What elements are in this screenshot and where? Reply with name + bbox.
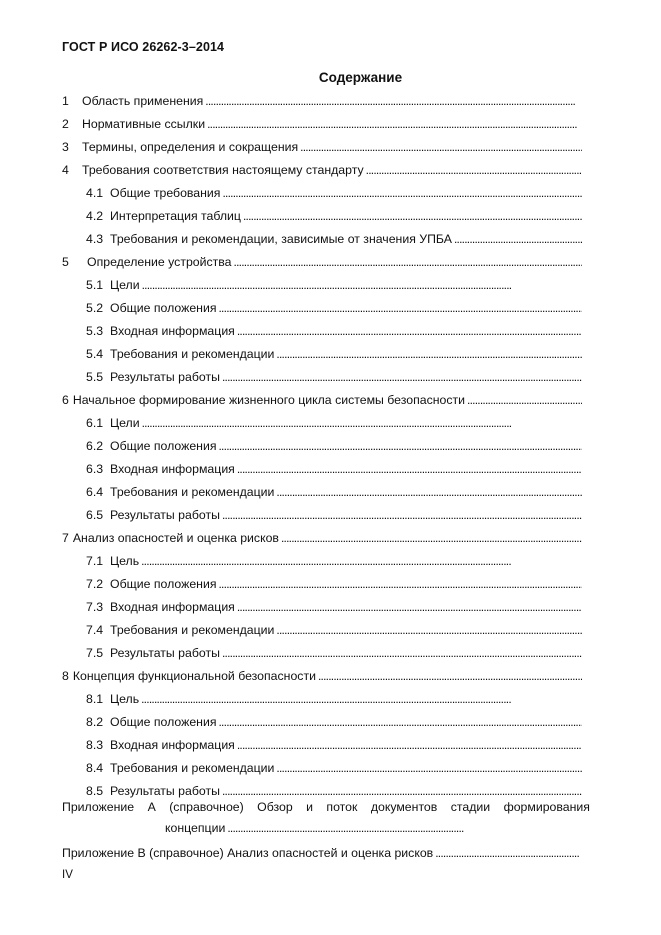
dot-leader: [234, 255, 582, 270]
toc-entry-5-1[interactable]: 5.1 Цели . . .: [62, 270, 582, 293]
toc-entry-5-4[interactable]: 5.4 Требования и рекомендации . . .: [62, 339, 582, 362]
dot-leader: [276, 347, 582, 362]
dot-leader: [218, 439, 582, 454]
toc-entry-5-3[interactable]: 5.3 Входная информация . . .: [62, 316, 582, 339]
toc-entry-7-2[interactable]: 7.2 Общие положения . . .: [62, 569, 582, 592]
dot-leader: [276, 485, 582, 500]
dot-leader: [243, 209, 582, 224]
toc-entry-5[interactable]: 5 Определение устройства . . .: [62, 247, 582, 270]
dot-leader: [318, 669, 582, 684]
toc-entry-6-4[interactable]: 6.4 Требования и рекомендации . . .: [62, 477, 582, 500]
toc-entry-6-5[interactable]: 6.5 Результаты работы . . .: [62, 500, 582, 523]
dot-leader: [281, 531, 582, 546]
dot-leader: [222, 784, 582, 799]
toc-entry-8-1[interactable]: 8.1 Цель . . .: [62, 684, 582, 707]
dot-leader: [467, 393, 582, 408]
dot-leader: [435, 846, 582, 860]
dot-leader: [366, 163, 582, 178]
dot-leader: [141, 554, 582, 569]
dot-leader: [222, 646, 582, 661]
dot-leader: [276, 623, 582, 638]
dot-leader: [222, 370, 582, 385]
toc-entry-8-4[interactable]: 8.4 Требования и рекомендации . . .: [62, 753, 582, 776]
dot-leader: [237, 462, 582, 477]
toc-entry-8-3[interactable]: 8.3 Входная информация . . .: [62, 730, 582, 753]
toc-entry-8-2[interactable]: 8.2 Общие положения . . .: [62, 707, 582, 730]
appendix-a-line-1: Приложение А (справочное) Обзор и поток документов стадии формирования: [62, 800, 590, 814]
dot-leader: [300, 140, 582, 155]
toc-entry-8[interactable]: 8 Концепция функциональной безопасности . . .: [62, 661, 582, 684]
dot-leader: [141, 692, 582, 707]
toc-entry-6-3[interactable]: 6.3 Входная информация . . .: [62, 454, 582, 477]
dot-leader: [227, 821, 590, 835]
dot-leader: [454, 232, 582, 247]
appendix-a-line-2: концепции . . .: [165, 821, 590, 835]
toc-entry-7-4[interactable]: 7.4 Требования и рекомендации . . .: [62, 615, 582, 638]
toc-entry-1[interactable]: 1 Область применения . . .: [62, 86, 582, 109]
toc-entry-8-5[interactable]: 8.5 Результаты работы . . .: [62, 776, 582, 799]
dot-leader: [218, 301, 582, 316]
toc-entry-7-1[interactable]: 7.1 Цель . . .: [62, 546, 582, 569]
table-of-contents: [62, 86, 582, 799]
toc-entry-3[interactable]: 3 Термины, определения и сокращения . . .: [62, 132, 582, 155]
toc-entry-4[interactable]: 4 Требования соответствия настоящему стандарту . . .: [62, 155, 582, 178]
toc-entry-7-3[interactable]: 7.3 Входная информация . . .: [62, 592, 582, 615]
toc-entry-6-1[interactable]: 6.1 Цели . . .: [62, 408, 582, 431]
dot-leader: [207, 117, 582, 132]
toc-appendix-b[interactable]: Приложение В (справочное) Анализ опасностей и оценка рисков . . .: [62, 846, 582, 860]
toc-entry-5-5[interactable]: 5.5 Результаты работы . . .: [62, 362, 582, 385]
dot-leader: [222, 508, 582, 523]
dot-leader: [218, 715, 582, 730]
dot-leader: [237, 600, 582, 615]
toc-entry-6-2[interactable]: 6.2 Общие положения . . .: [62, 431, 582, 454]
toc-entry-4-1[interactable]: 4.1 Общие требования . . .: [62, 178, 582, 201]
toc-entry-4-3[interactable]: 4.3 Требования и рекомендации, зависимые от значения УПБА . . .: [62, 224, 582, 247]
dot-leader: [237, 738, 582, 753]
toc-title: [0, 70, 661, 85]
toc-entry-5-2[interactable]: 5.2 Общие положения . . .: [62, 293, 582, 316]
dot-leader: [142, 416, 582, 431]
toc-entry-6[interactable]: 6 Начальное формирование жизненного цикла системы безопасности . . .: [62, 385, 582, 408]
page-number: IV: [62, 869, 73, 881]
dot-leader: [142, 278, 582, 293]
document-header: ГОСТ Р ИСО 26262-3–2014: [62, 40, 225, 54]
toc-entry-4-2[interactable]: 4.2 Интерпретация таблиц . . .: [62, 201, 582, 224]
dot-leader: [205, 94, 582, 109]
toc-entry-7[interactable]: 7 Анализ опасностей и оценка рисков . . .: [62, 523, 582, 546]
toc-title-text: Содержание: [318, 70, 403, 85]
dot-leader: [276, 761, 582, 776]
dot-leader: [222, 186, 582, 201]
toc-appendix-a[interactable]: [62, 800, 590, 835]
dot-leader: [218, 577, 582, 592]
toc-entry-2[interactable]: 2 Нормативные ссылки . . .: [62, 109, 582, 132]
toc-entry-7-5[interactable]: 7.5 Результаты работы . . .: [62, 638, 582, 661]
dot-leader: [237, 324, 582, 339]
